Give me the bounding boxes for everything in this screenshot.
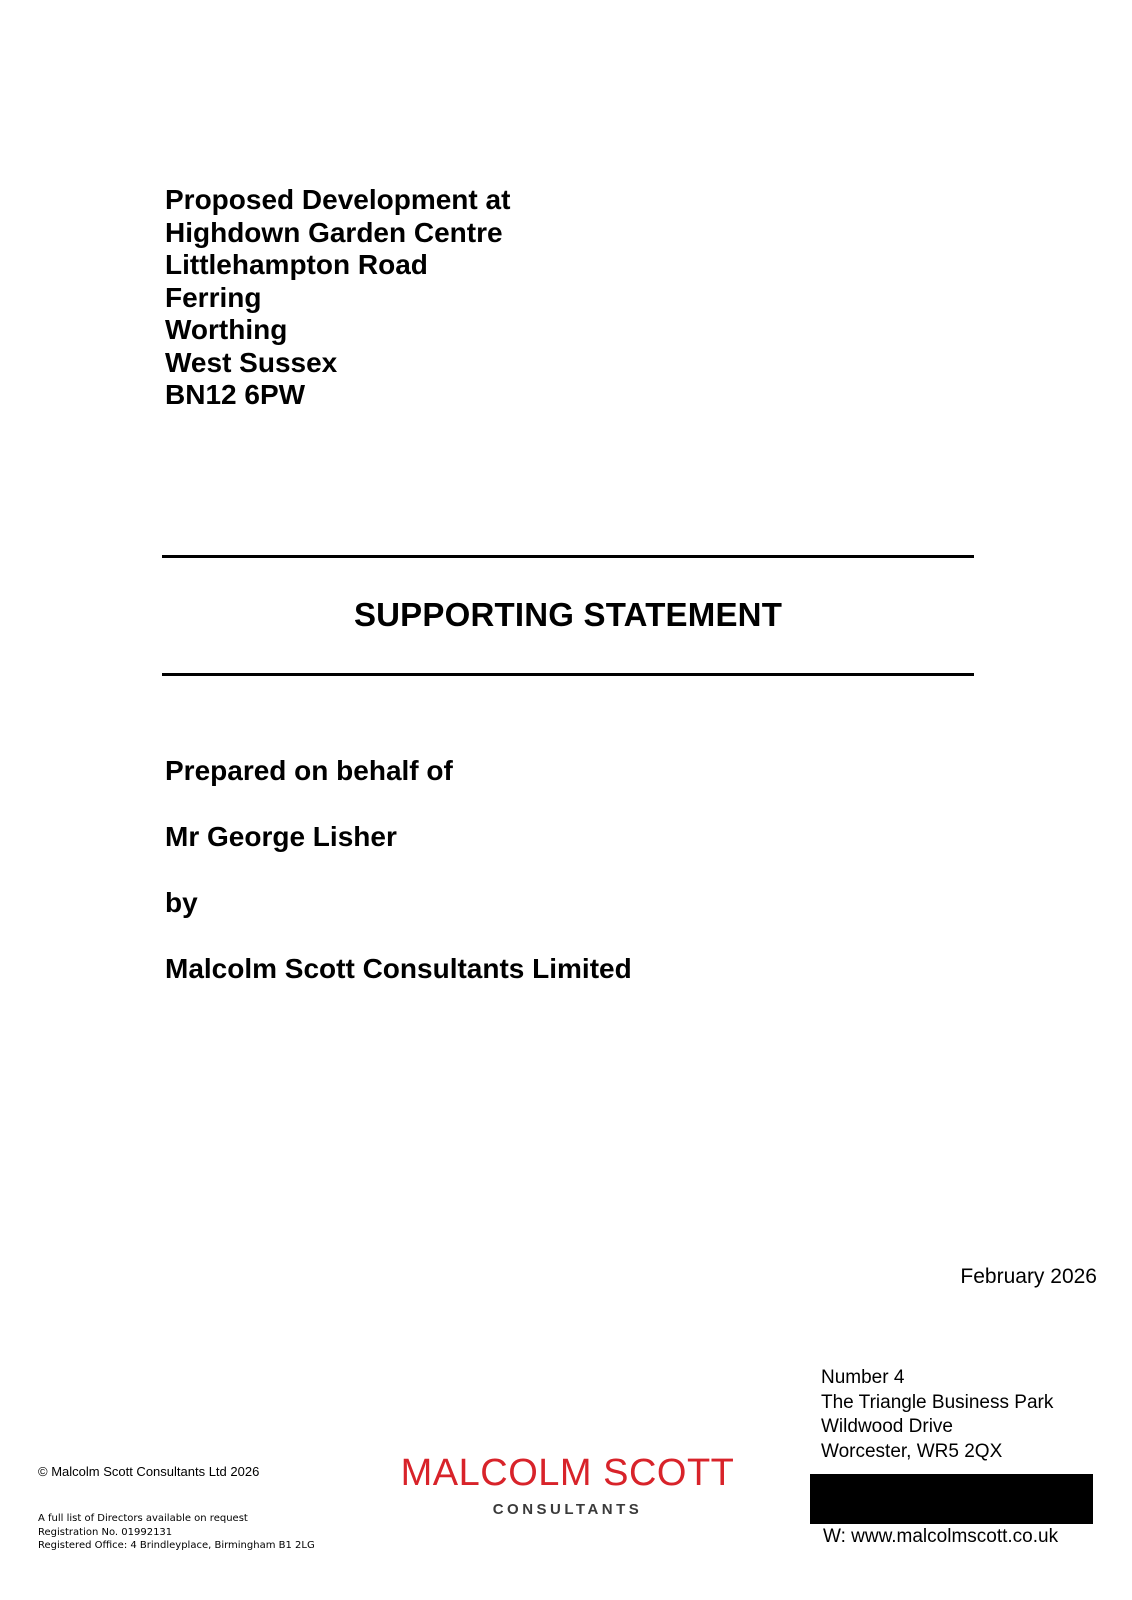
redaction-block	[810, 1474, 1093, 1524]
registered-office: Registered Office: 4 Brindleyplace, Birmingham B1 2LG	[38, 1540, 315, 1551]
office-line: Number 4	[821, 1367, 905, 1388]
address-line: Ferring	[165, 281, 262, 313]
office-line: Worcester, WR5 2QX	[821, 1440, 1003, 1462]
document-date: February 2026	[960, 1265, 1097, 1288]
address-line: West Sussex	[165, 346, 338, 378]
logo-subtitle: CONSULTANTS	[492, 1501, 643, 1518]
consultant-name: Malcolm Scott Consultants Limited	[165, 953, 632, 984]
directors-note: A full list of Directors available on request	[38, 1513, 248, 1524]
address-line: BN12 6PW	[165, 379, 306, 410]
address-line: Highdown Garden Centre	[165, 216, 503, 248]
company-details	[38, 1512, 315, 1553]
address-line: Worthing	[165, 314, 288, 345]
by-label: by	[165, 887, 198, 918]
bottom-divider	[162, 673, 974, 676]
company-logo	[395, 1452, 740, 1518]
prepared-intro: Prepared on behalf of	[165, 755, 453, 786]
office-address	[821, 1366, 1053, 1464]
office-line: Wildwood Drive	[821, 1416, 953, 1437]
website: W: www.malcolmscott.co.uk	[823, 1526, 1059, 1547]
logo-wordmark: MALCOLM SCOTT	[400, 1452, 735, 1494]
document-title: SUPPORTING STATEMENT	[353, 596, 783, 633]
office-line: The Triangle Business Park	[821, 1391, 1054, 1413]
client-name: Mr George Lisher	[165, 821, 397, 852]
site-address	[165, 184, 510, 412]
address-line: Littlehampton Road	[165, 249, 428, 280]
registration-number: Registration No. 01992131	[38, 1526, 173, 1538]
copyright-notice: © Malcolm Scott Consultants Ltd 2026	[38, 1464, 260, 1479]
top-divider	[162, 555, 974, 558]
address-line: Proposed Development at	[165, 184, 511, 215]
